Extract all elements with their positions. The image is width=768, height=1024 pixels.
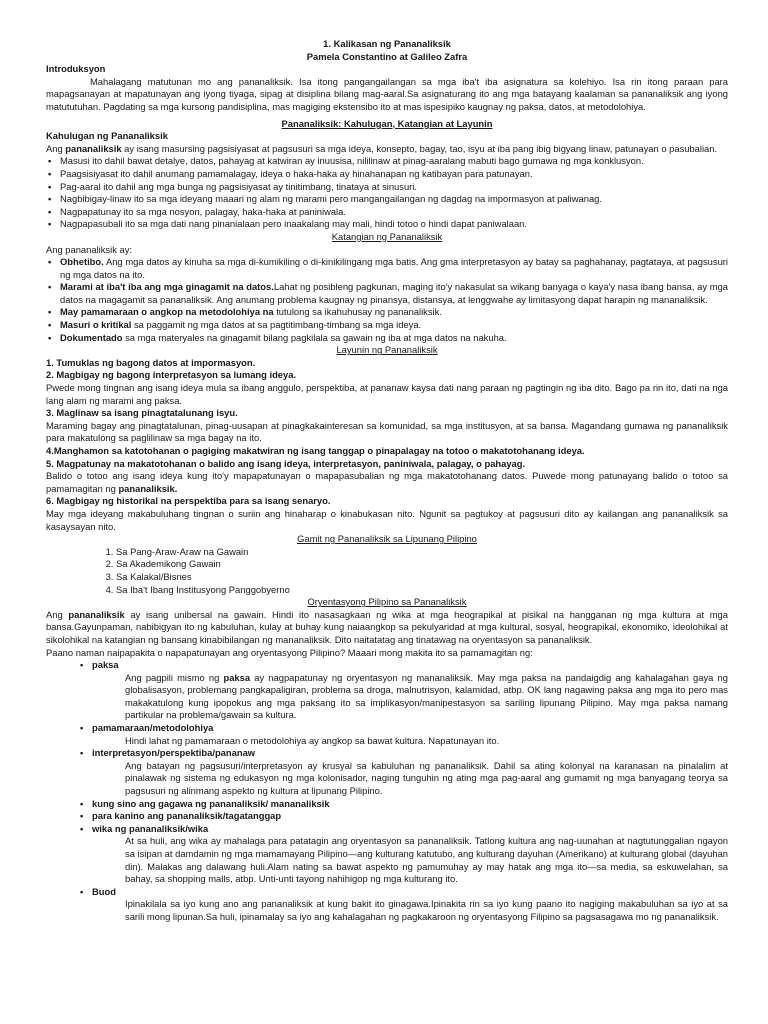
intro-paragraph: Mahalagang matutunan mo ang pananaliksik. Isa itong pangangailangan sa mga iba't iba asignatura sa kolehiyo. Isa rin itong paraan para mapagsanayan at mapatunayan ang iyong tiyaga, sipag at disiplina bilang mag-aaral.Sa asignaturang ito ang mga batayang kaalaman sa pananaliksik ang iyong matututuhan. Pagdating sa mga kursong pandisiplina, mas magiging ekstensibo ito at mas ispesipiko kaugnay ng paksa, datos, at metodolohiya. bbox=[46, 75, 728, 112]
oryentasyon-question: Paano naman naipapakita o napapatunayan ang oryentasyong Pilipino? Maaari mong makita ito sa pamamagitan ng: bbox=[46, 646, 533, 658]
layunin-paragraph-6: May mga ideyang makabuluhang tingnan o suriin ang hinaharap o kinabukasan nito. Ngunit sa pagtukoy at pagsusuri dito ay kailangan ang pananaliksik sa kasaysayan nito. bbox=[46, 507, 728, 532]
list-item: • pamamaraan/metodolohiya Hindi lahat ng pamamaraan o metodolohiya ay angkop sa bawat kultura. Napatunayan ito. bbox=[92, 722, 728, 747]
list-item: • Paagsisiyasat ito dahil anumang pamamalagay, ideya o haka-haka ay hinahanapan ng katibayan para patunayan. bbox=[60, 168, 728, 181]
list-item: • wika ng pananaliksik/wika At sa huli, ang wika ay mahalaga para patatagin ang oryentasyon sa pananaliksik. Tatlong kultura ang nag-uunahan at nagtutunggalian ngayon sa isipan at damdamin ng mga mamamayang Pilipino—ang kulturang katutubo, ang kulturang dayuhan (Amerikano) at kulturang global (dayuhan din). Malakas ang dalawang huli.Alam nating sa bawat aspekto ng pamumuhay ay may hatak ang mga ito—sa media, sa eskuwelahan, sa bahay, sa shopping malls, atbp. Unti-unti tayong nahihigop ng mga kulturang ito. bbox=[92, 823, 728, 886]
katangian-lead: Ang pananaliksik ay: bbox=[46, 243, 132, 255]
list-item: 3. Sa Kalakal/Bisnes bbox=[116, 571, 728, 584]
kahulugan-heading: Kahulugan ng Pananaliksik bbox=[46, 130, 168, 142]
list-item: 1. Sa Pang-Araw-Araw na Gawain bbox=[116, 546, 728, 559]
layunin-item-1: 1. Tumuklas ng bagong datos at impormasyon. bbox=[46, 356, 256, 368]
list-item: • Obhetibo. Ang mga datos ay kinuha sa mga di-kumikiling o di-kinikilingang mga batis. Ang gma interpretasyon ay batay sa paghahanay, pagtataya, at pagsusuri ng mga datos na ito. bbox=[60, 256, 728, 281]
gamit-heading: Gamit ng Pananaliksik sa Lipunang Pilipino bbox=[297, 533, 477, 545]
section-heading-kahulugan-katangian-layunin: Pananaliksik: Kahulugan, Katangian at Layunin bbox=[281, 117, 493, 129]
list-item: • Pag-aaral ito dahil ang mga bunga ng pagsisiyasat ay tinitimbang, tinataya at sinusuri. bbox=[60, 181, 728, 194]
layunin-item-2: 2. Magbigay ng bagong interpretasyon sa lumang ideya. bbox=[46, 369, 297, 381]
list-item: 4. Sa Iba't Ibang Institusyong Panggobyerno bbox=[116, 584, 728, 597]
oryentasyon-heading: Oryentasyong Pilipino sa Pananaliksik bbox=[307, 596, 467, 608]
gamit-list bbox=[46, 546, 728, 596]
layunin-item-6: 6. Magbigay ng historikal na perspektiba para sa isang senaryo. bbox=[46, 495, 331, 507]
layunin-item-3: 3. Maglinaw sa isang pinagtatalunang isyu. bbox=[46, 407, 238, 419]
layunin-heading: Layunin ng Pananaliksik bbox=[336, 344, 438, 356]
list-item: • Buod Ipinakilala sa iyo kung ano ang pananaliksik at kung bakit ito ginagawa.Ipinakita rin sa iyo kung paano ito nagiging makabuluhan sa iyo at sa sarili mong lipunan.Sa huli, ipinamalay sa iyo ang kahalagahan ng pagkakaroon ng oryentasyong Filipino sa pagsasagawa mo ng pananaliksik. bbox=[92, 886, 728, 924]
intro-heading: Introduksyon bbox=[46, 63, 106, 75]
list-item: • interpretasyon/perspektiba/pananaw Ang batayan ng pagsusuri/interpretasyon ay krusyal sa kabuluhan ng pananaliksik. Dahil sa ating kolonyal na karanasan na pinalalim at pinalawak ng sistema ng edukasyon ng mga kolonisador, naging tunguhin ng ating mga pag-aaral ang gumamit ng mga banyagang teorya sa pagsusuri ng alinmang aspekto ng kultura at lipunang Pilipino. bbox=[92, 747, 728, 797]
layunin-paragraph-5: Balido o totoo ang isang ideya kung ito'y mapapatunayan o mapapasubalian ng mga makatotohanang datos. Puwede mong patunayang balido o totoo sa pamamagitan ng pananaliksik. bbox=[46, 470, 728, 494]
list-item: • Nagpapatunay ito sa mga nosyon, palagay, haka-haka at paniniwala. bbox=[60, 206, 728, 219]
list-item: 2. Sa Akademikong Gawain bbox=[116, 558, 728, 571]
katangian-list bbox=[46, 256, 728, 344]
list-item: • para kanino ang pananaliksik/tagatanggap bbox=[92, 810, 728, 823]
oryentasyon-list bbox=[46, 659, 728, 923]
list-item: • May pamamaraan o angkop na metodolohiya na tutulong sa ikahuhusay ng pananaliksik. bbox=[60, 306, 728, 319]
layunin-item-5: 5. Magpatunay na makatotohanan o balido ang isang ideya, interpretasyon, paniniwala, palagay, o pahayag. bbox=[46, 457, 526, 469]
list-item: • Masuri o kritikal sa paggamit ng mga datos at sa pagtitimbang-timbang sa mga ideya. bbox=[60, 319, 728, 332]
list-item: • paksa Ang pagpili mismo ng paksa ay nagpapatunay ng oryentasyon ng mananaliksik. May mga paksa na pandaigdig ang kahalagahan gaya ng globalisasyon, problemang pangkapaligiran, problema sa droga, malnutrisyon, kalamidad, atbp. OK lang nagawing paksa ang mga ito pero mas makakatulong kung ipopokus ang mga paksang ito sa implikasyon/manipestasyon sa sariling lipunang Pilipino. May mga paksa namang partikular na problema/gawain sa kultura. bbox=[92, 659, 728, 722]
oryentasyon-paragraph: Ang pananaliksik ay isang unibersal na gawain. Hindi ito nasasagkaan ng wika at mga heograpikal at pisikal na hangganan ng mga kultura at mga bansa.Gayunpaman, nabibigyan ito ng kabuluhan, kulay at buhay kung naiaangkop sa pekulyaridad at mga kultural, sosyal, heograpikal, ekonomiko, ideolohikal at sikolohikal na katangian ng bansang kinabibilangan ng mananaliksik. Dito naitatatag ang tinatawag na oryentasyon sa pananaliksik. bbox=[46, 608, 728, 645]
list-item: • Nagpapasubali ito sa mga dati nang pinanialaan pero inaakalang may mali, hindi totoo o hindi dapat paniwalaan. bbox=[60, 218, 728, 231]
kahulugan-paragraph: Ang pananaliksik ay isang masursing pagsisiyasat at pagsusuri sa mga ideya, konsepto, bagay, tao, isyu at iba pang ibig bigyang linaw, patunayan o pasubalian. bbox=[46, 142, 718, 154]
kahulugan-bullet-list bbox=[46, 155, 728, 231]
document-authors: Pamela Constantino at Galileo Zafra bbox=[306, 50, 468, 62]
list-item: • Nagbibigay-linaw ito sa mga ideyang maaari ng alam ng marami pero mangangailangan ng dagdag na impormasyon at paliwanag. bbox=[60, 193, 728, 206]
list-item: • Marami at iba't iba ang mga ginagamit na datos.Lahat ng posibleng pagkunan, maging ito'y nakasulat sa wikang banyaga o kaya'y nasa ibang bansa, ay mga datos na magagamit sa pananaliksik. Ang anumang problema kaugnay ng pinansya, distansya, at lenggwahe ay limitasyong dapat harapin ng mananaliksik. bbox=[60, 281, 728, 306]
list-item: • Masusi ito dahil bawat detalye, datos, pahayag at katwiran ay inuusisa, nililinaw at pinag-aaralang mabuti bago gumawa ng mga konklusyon. bbox=[60, 155, 728, 168]
layunin-item-4: 4.Manghamon sa katotohanan o pagiging makatwiran ng isang tanggap o pinapalagay na totoo o makatotohanang ideya. bbox=[46, 445, 585, 456]
list-item: • kung sino ang gagawa ng pananaliksik/ mananaliksik bbox=[92, 798, 728, 811]
document-title: 1. Kalikasan ng Pananaliksik bbox=[323, 38, 451, 49]
layunin-paragraph-3: Maraming bagay ang pinagtatalunan, pinag-uusapan at pinagkakainteresan sa komunidad, sa mga institusyon, at sa bansa. Magandang gumawa ng pananaliksik para makatulong sa paglilinaw sa mga bagay na ito. bbox=[46, 419, 728, 444]
list-item: • Dokumentado sa mga materyales na ginagamit bilang pagkilala sa gawain ng iba at mga datos na nakuha. bbox=[60, 332, 728, 345]
layunin-paragraph-2: Pwede mong tingnan ang isang ideya mula sa ibang anggulo, perspektiba, at pananaw kaysa dati nang paraan ng pagtingin ng iba dito. Bago pa rin ito, dati na nga lang alam ng marami ang paksa. bbox=[46, 382, 728, 406]
katangian-heading: Katangian ng Pananaliksik bbox=[331, 230, 443, 242]
